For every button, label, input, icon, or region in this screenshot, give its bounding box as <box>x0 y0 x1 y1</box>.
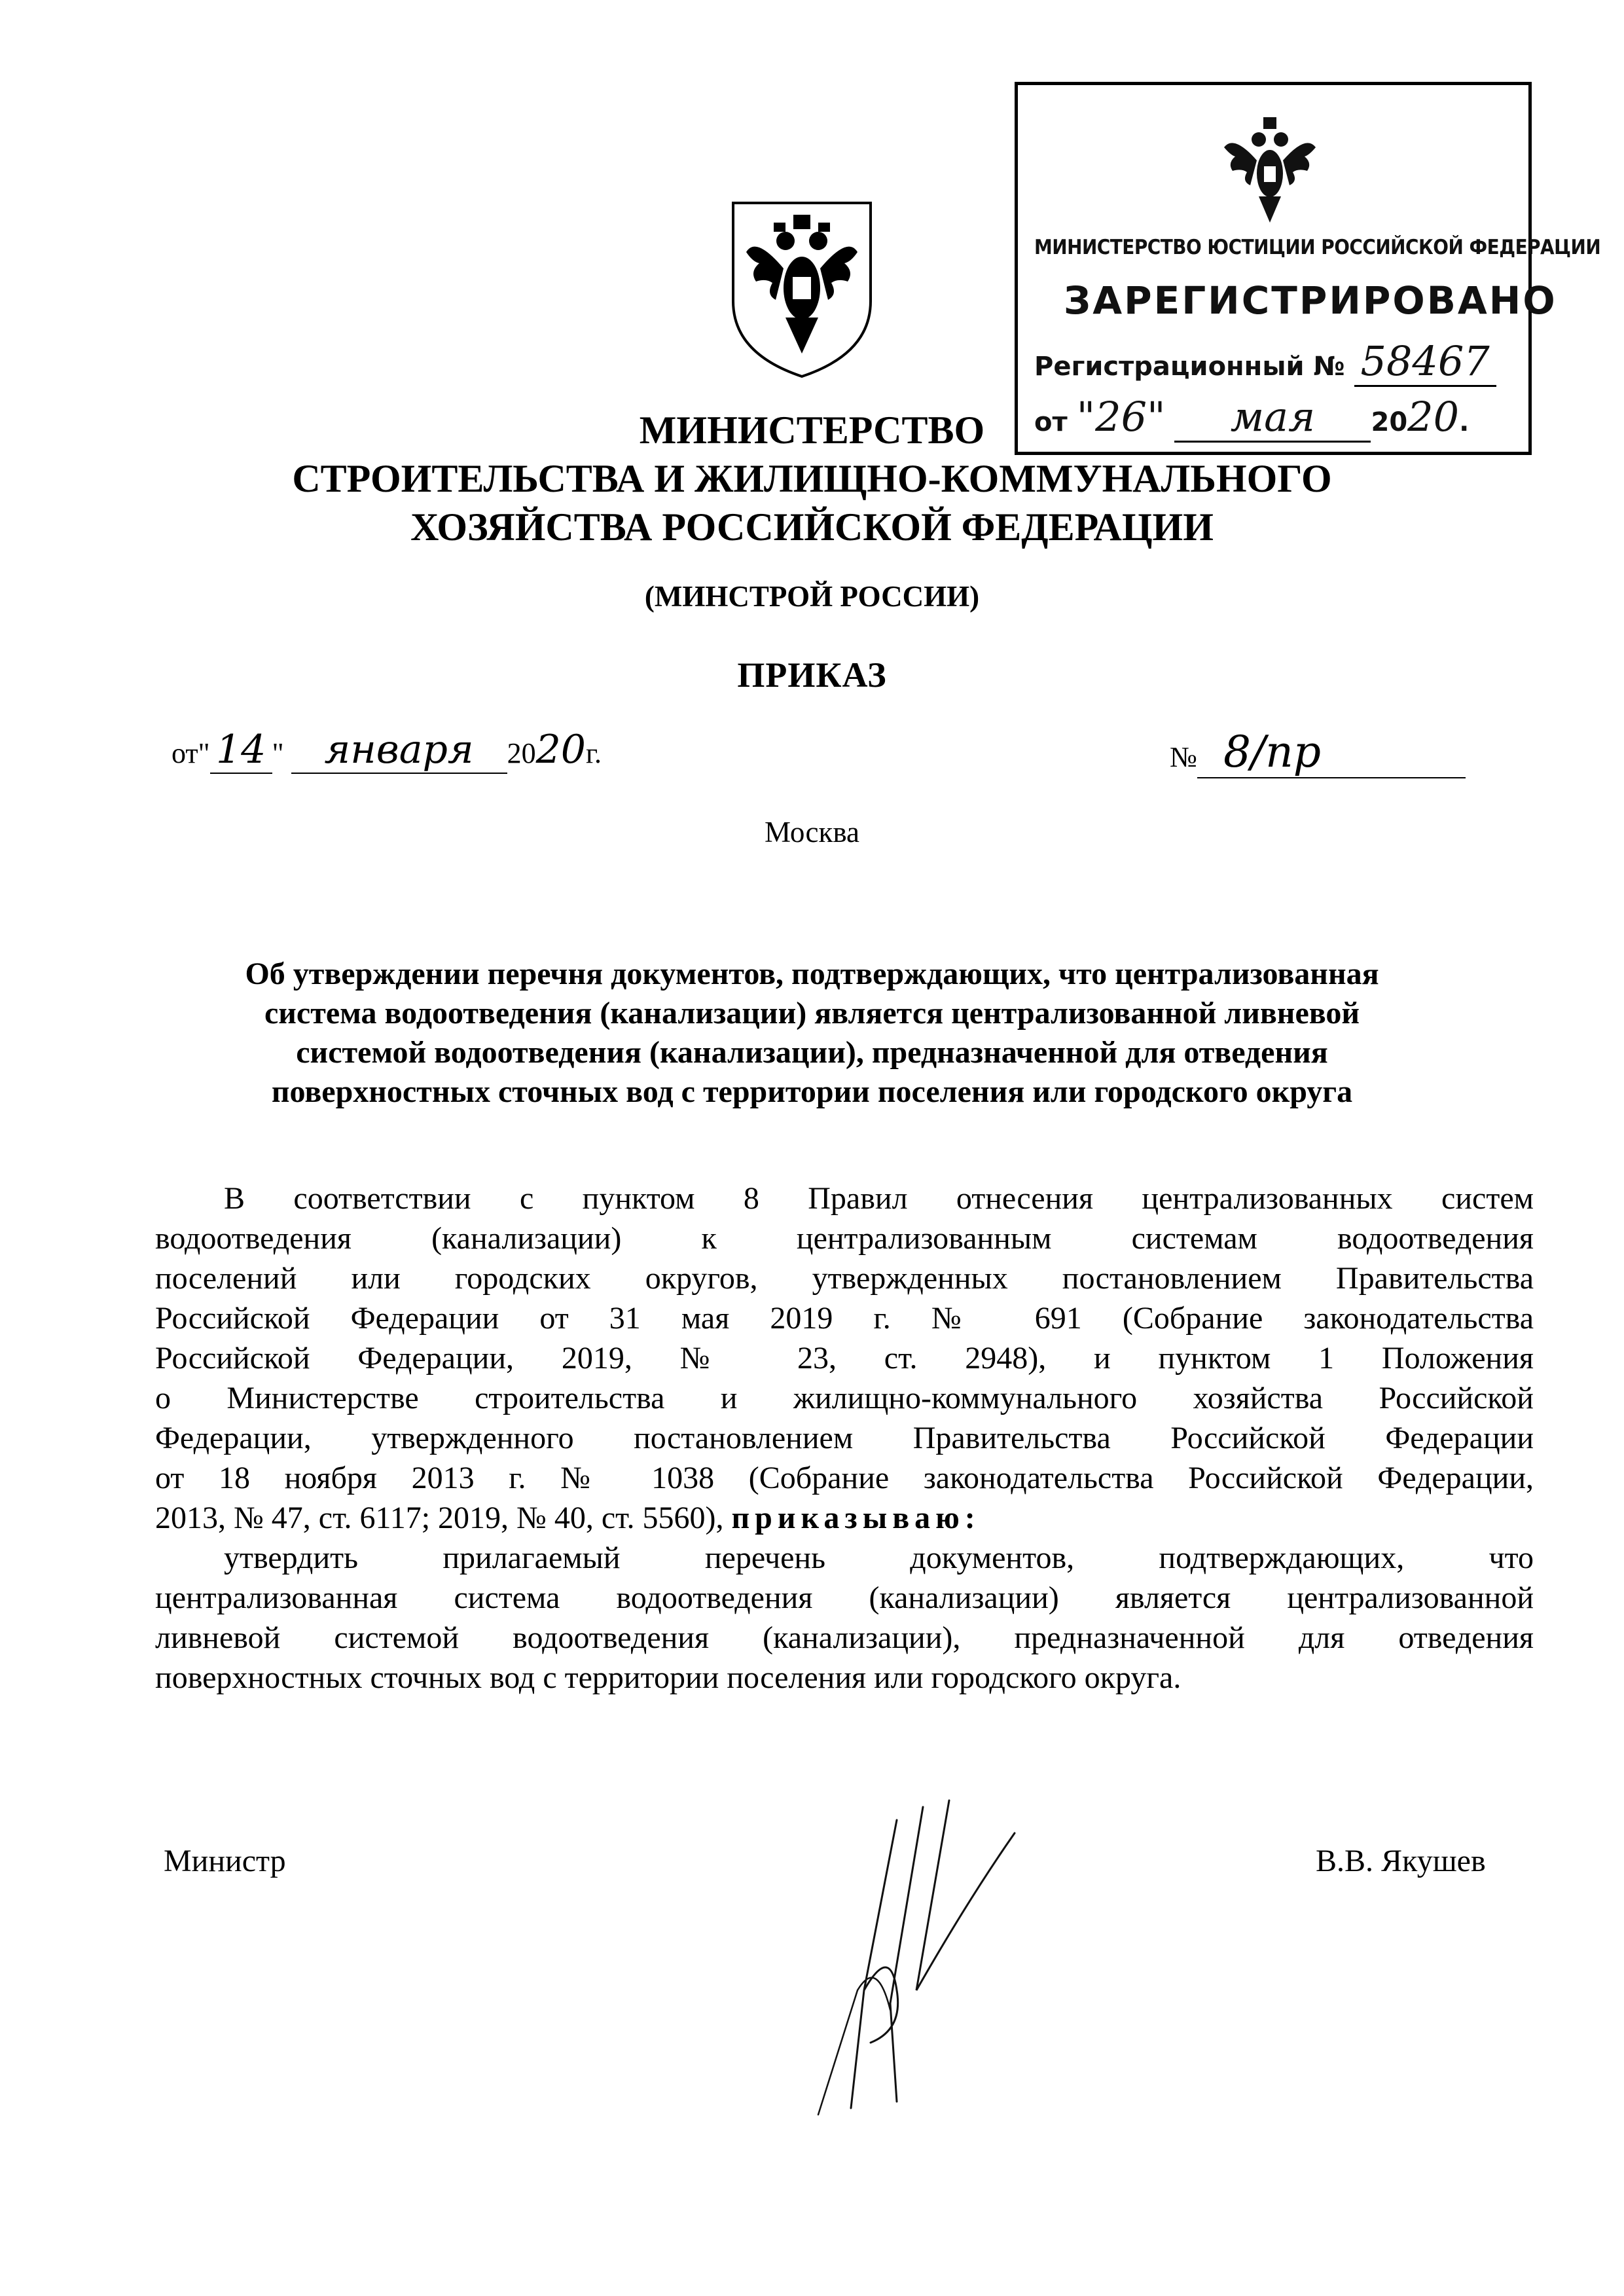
stamp-coat-of-arms-icon <box>1214 108 1326 232</box>
order-number <box>1170 727 1466 778</box>
ministry-short-name: (МИНСТРОЙ РОССИИ) <box>644 580 980 613</box>
body-line: о Министерстве строительства и жилищно-коммунального хозяйства Российской <box>155 1381 1534 1415</box>
body-line: водоотведения (канализации) к централизованным системам водоотведения <box>155 1221 1534 1256</box>
body-line: В соответствии с пунктом 8 Правил отнесения централизованных систем <box>224 1181 1534 1216</box>
title-line-3: системой водоотведения (канализации), предназначенной для отведения <box>296 1035 1328 1070</box>
stamp-ministry-name: МИНИСТЕРСТВО ЮСТИЦИИ РОССИЙСКОЙ ФЕДЕРАЦИИ <box>1034 236 1601 259</box>
body-line: Федерации, утвержденного постановлением Правительства Российской Федерации <box>155 1421 1534 1455</box>
body-line: утвердить прилагаемый перечень документов, подтверждающих, что <box>224 1540 1534 1575</box>
body-line: централизованная система водоотведения (канализации) является централизованной <box>155 1580 1534 1615</box>
stamp-date-year-prefix: 20 <box>1371 407 1408 437</box>
order-directive: приказываю: <box>731 1501 981 1535</box>
order-number-value: 8/пр <box>1223 727 1321 777</box>
body-line: Российской Федерации от 31 мая 2019 г. № 691 (Собрание законодательства <box>155 1301 1534 1336</box>
order-date-quote-open: " <box>198 737 210 769</box>
document-title <box>131 955 1493 1112</box>
body-line: от 18 ноября 2013 г. № 1038 (Собрание законодательства Российской Федерации, <box>155 1461 1534 1495</box>
stamp-status: ЗАРЕГИСТРИРОВАНО <box>1064 278 1557 323</box>
stamp-reg-number-value: 58467 <box>1354 337 1496 387</box>
coat-of-arms-icon <box>720 190 884 380</box>
order-date-prefix: от <box>171 737 198 769</box>
order-day: 14 <box>215 727 266 773</box>
stamp-reg-label: Регистрационный № <box>1034 352 1345 382</box>
body-line-text: 2013, № 47, ст. 6117; 2019, № 40, ст. 5560), <box>155 1501 724 1535</box>
registration-stamp <box>1015 82 1601 455</box>
stamp-date-month: мая <box>1230 393 1316 441</box>
handwritten-signature <box>799 1794 1100 2121</box>
document-body <box>155 1178 1534 1698</box>
document-type: ПРИКАЗ <box>737 655 887 695</box>
order-month: января <box>324 727 474 773</box>
order-year-prefix: 20 <box>507 737 536 769</box>
title-line-4: поверхностных сточных вод с территории поселения или городского округа <box>271 1074 1353 1109</box>
signer-title: Министр <box>164 1844 286 1878</box>
body-line: поселений или городских округов, утвержденных постановлением Правительства <box>155 1261 1534 1296</box>
ministry-header-line-1: МИНИСТЕРСТВО <box>639 409 985 452</box>
order-date <box>171 727 602 774</box>
ministry-header-line-3: ХОЗЯЙСТВА РОССИЙСКОЙ ФЕДЕРАЦИИ <box>410 505 1214 549</box>
signer-name: В.В. Якушев <box>1316 1844 1486 1878</box>
stamp-date-year-suffix: 20 <box>1407 393 1460 441</box>
stamp-date-prefix: от <box>1034 407 1068 437</box>
ministry-header <box>0 406 1624 551</box>
order-number-field <box>1197 727 1466 778</box>
order-date-quote-close: " <box>272 737 284 769</box>
stamp-registration-number <box>1034 337 1496 385</box>
order-city: Москва <box>765 816 859 848</box>
order-month-field <box>291 727 507 774</box>
title-line-1: Об утверждении перечня документов, подтверждающих, что централизованная <box>245 957 1379 991</box>
body-line: ливневой системой водоотведения (канализации), предназначенной для отведения <box>155 1620 1534 1655</box>
body-line: поверхностных сточных вод с территории поселения или городского округа. <box>155 1660 1182 1695</box>
body-line-last <box>155 1498 1534 1538</box>
order-day-field <box>210 727 272 774</box>
order-year-suffix: 20 <box>535 727 586 773</box>
order-number-label: № <box>1170 741 1197 773</box>
order-year-end: г. <box>585 737 602 769</box>
stamp-date-day: "26" <box>1076 393 1166 441</box>
body-line: Российской Федерации, 2019, № 23, ст. 2948), и пунктом 1 Положения <box>155 1341 1534 1376</box>
ministry-header-line-2: СТРОИТЕЛЬСТВА И ЖИЛИЩНО-КОММУНАЛЬНОГО <box>292 457 1332 500</box>
title-line-2: система водоотведения (канализации) является централизованной ливневой <box>264 996 1360 1030</box>
stamp-date-year-end: . <box>1459 407 1470 437</box>
